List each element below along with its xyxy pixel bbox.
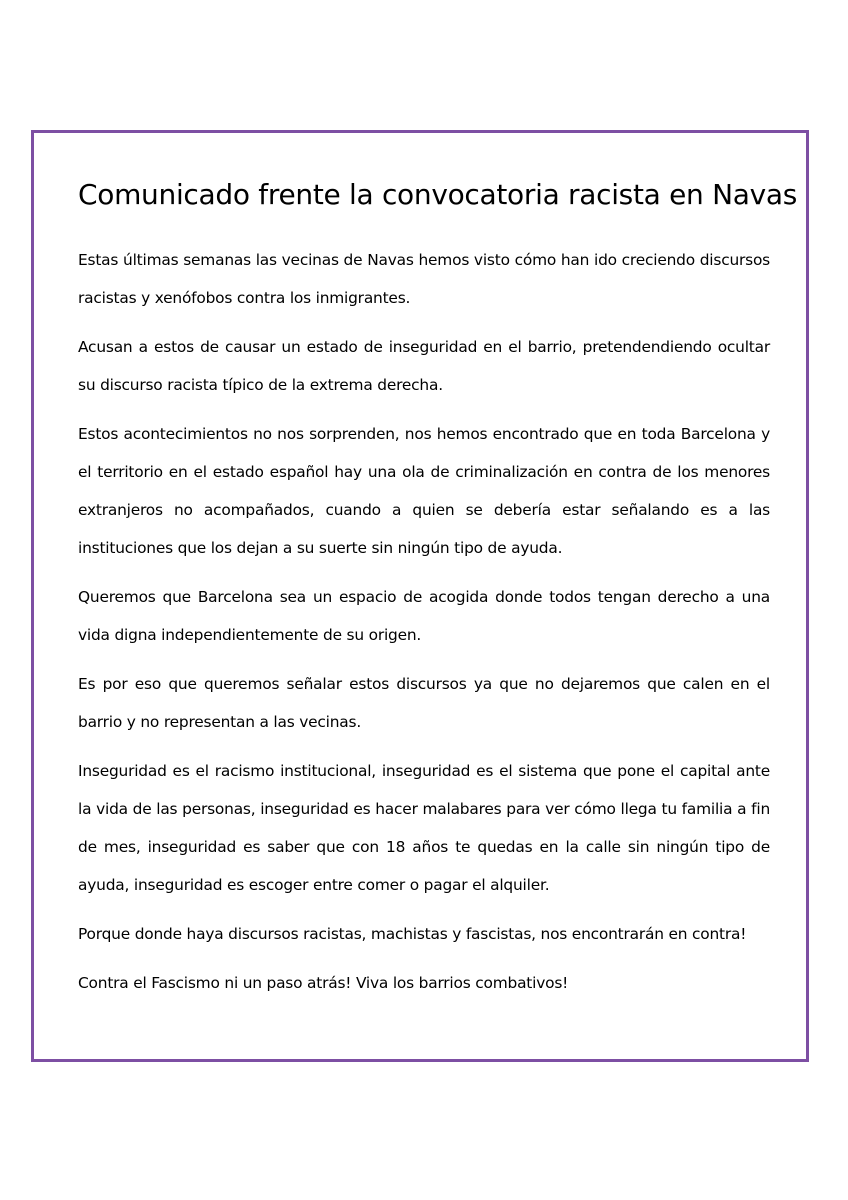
paragraph-8: Contra el Fascismo ni un paso atrás! Viva los barrios combativos! [78, 974, 569, 992]
paragraph-3: Estos acontecimientos no nos sorprenden, nos hemos encontrado que en toda Barcelona y el territorio en el estado español hay una ola de criminalización en contra de los menores extranjeros no acompañados, cuando a quien se debería estar señalando es a las instituciones que los dejan a su suerte sin ningún tipo de ayuda. [78, 425, 770, 557]
paragraph-1: Estas últimas semanas las vecinas de Navas hemos visto cómo han ido creciendo discursos racistas y xenófobos contra los inmigrantes. [78, 251, 770, 307]
paragraph-4: Queremos que Barcelona sea un espacio de acogida donde todos tengan derecho a una vida digna independientemente de su origen. [78, 588, 770, 644]
paragraph-6: Inseguridad es el racismo institucional, inseguridad es el sistema que pone el capital ante la vida de las personas, inseguridad es hacer malabares para ver cómo llega tu familia a fin de mes, inseguridad es saber que con 18 años te quedas en la calle sin ningún tipo de ayuda, inseguridad es escoger entre comer o pagar el alquiler. [78, 762, 770, 894]
document-body [78, 241, 770, 1013]
paragraph-2: Acusan a estos de causar un estado de inseguridad en el barrio, pretendendiendo ocultar su discurso racista típico de la extrema derecha. [78, 338, 770, 394]
paragraph-7: Porque donde haya discursos racistas, machistas y fascistas, nos encontrarán en contra! [78, 925, 747, 943]
document-title: Comunicado frente la convocatoria racista en Navas [78, 178, 798, 211]
paragraph-5: Es por eso que queremos señalar estos discursos ya que no dejaremos que calen en el barrio y no representan a las vecinas. [78, 675, 770, 731]
